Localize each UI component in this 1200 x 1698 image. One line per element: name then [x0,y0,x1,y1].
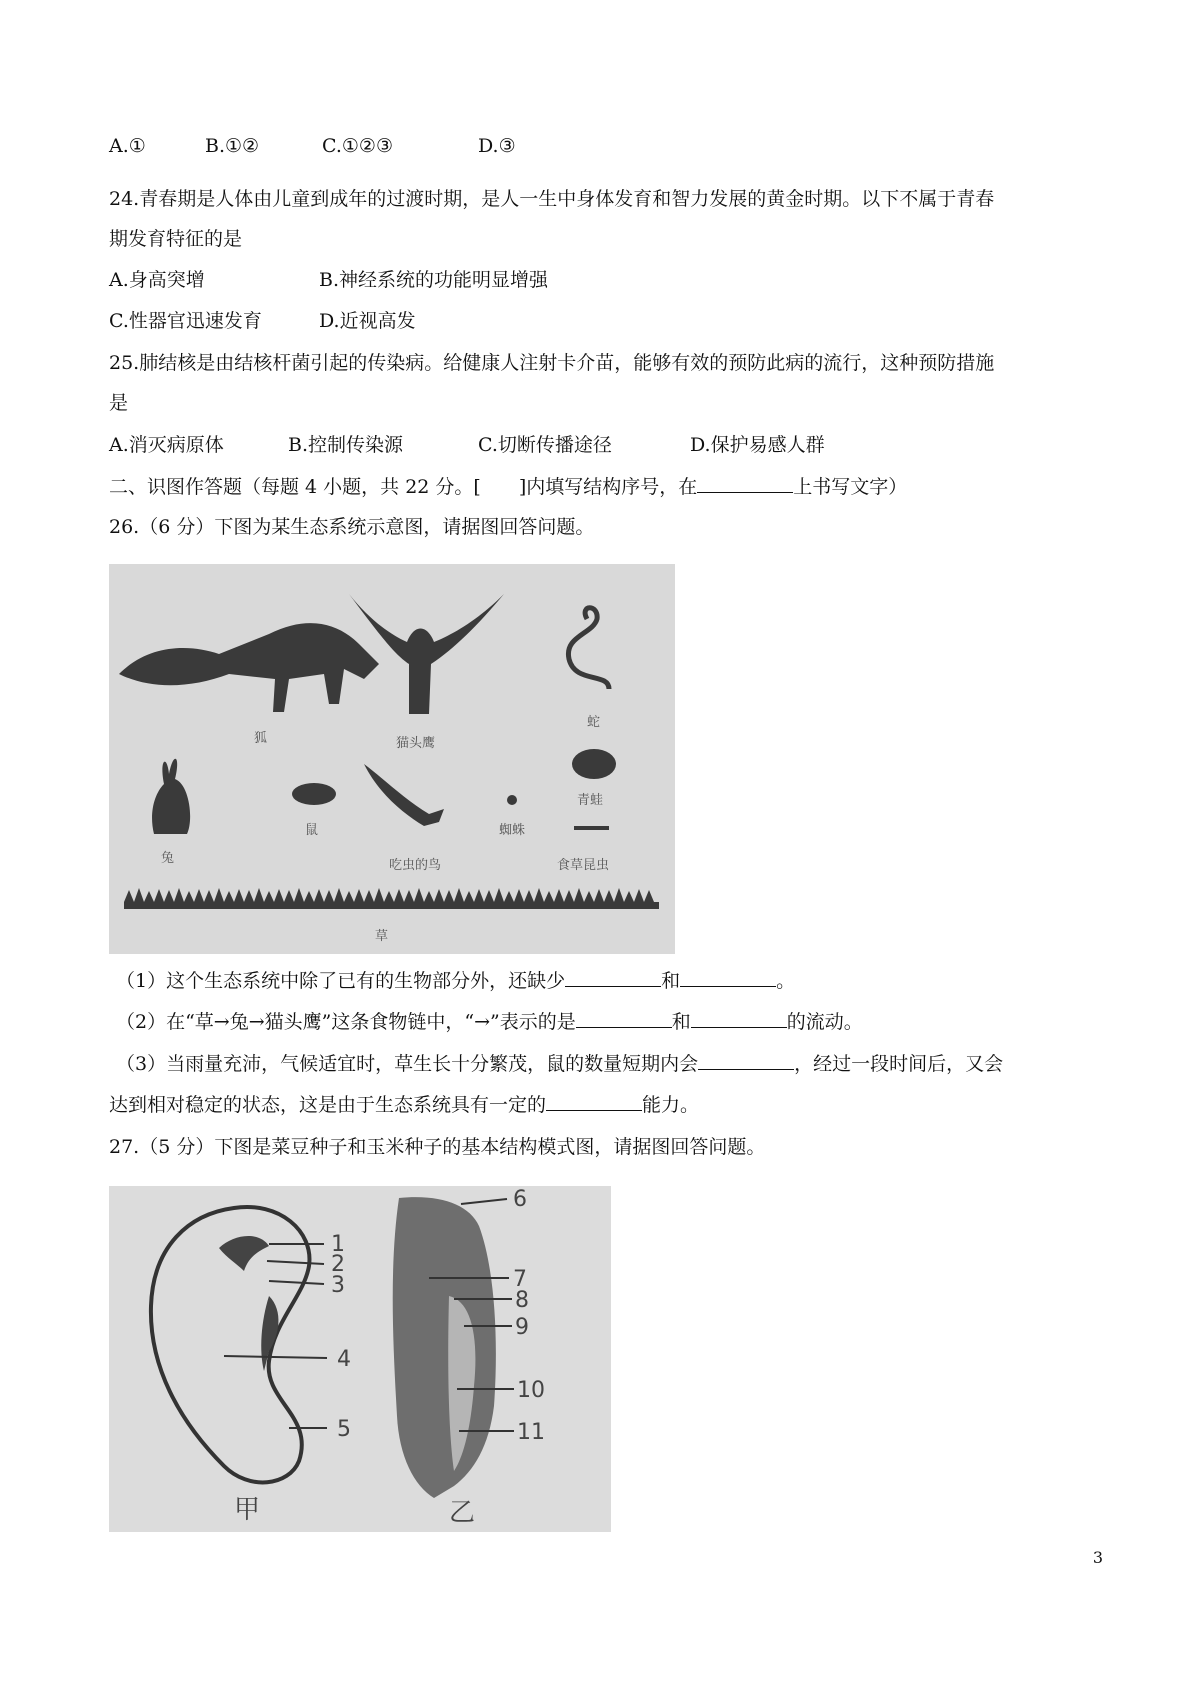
answer-blank [565,968,661,987]
frog-illustration [572,749,616,779]
q26-sub1: （1）这个生态系统中除了已有的生物部分外，还缺少 和 。 [116,970,796,992]
ecosystem-figure [109,564,675,954]
corn-seed-body [393,1197,496,1498]
page-number: 3 [1092,1548,1103,1567]
fig-label-frog: 青蛙 [577,793,604,808]
answer-blank [680,968,776,987]
option-a: A.① [109,135,146,157]
q25-option-b: B.控制传染源 [288,434,404,456]
fig-label-jia: 甲 [234,1495,261,1525]
q26-sub2: （2）在“草→兔→猫头鹰”这条食物链中，“→”表示的是 和 的流动。 [116,1011,863,1033]
fig-label-7: 7 [513,1267,527,1292]
q24-stem-line1: 24.青春期是人体由儿童到成年的过渡时期，是人一生中身体发育和智力发展的黄金时期。以下不属于青春 [109,188,995,210]
q24-option-b: B.神经系统的功能明显增强 [319,269,549,291]
fig-label-owl: 猫头鹰 [396,736,436,751]
answer-blank [546,1092,642,1111]
fig-label-mouse: 鼠 [305,823,319,838]
q25-option-a: A.消灭病原体 [109,434,224,456]
q25-option-c: C.切断传播途径 [478,434,612,456]
fig-label-spider: 蜘蛛 [499,823,526,838]
fig-label-9: 9 [515,1315,529,1340]
q24-option-c: C.性器官迅速发育 [109,310,262,332]
answer-blank [576,1009,672,1028]
insect-illustration [574,826,609,830]
q26-stem: 26.（6 分）下图为某生态系统示意图，请据图回答问题。 [109,516,595,538]
q26-sub3-line2: 达到相对稳定的状态，这是由于生态系统具有一定的 能力。 [109,1094,700,1116]
answer-blank [698,1051,794,1070]
fig-label-grass: 草 [375,929,389,944]
q27-stem: 27.（5 分）下图是菜豆种子和玉米种子的基本结构模式图，请据图回答问题。 [109,1136,766,1158]
q25-option-d: D.保护易感人群 [690,434,825,456]
mouse-illustration [292,783,336,805]
seed-figure [109,1186,611,1532]
q26-sub3: （3）当雨量充沛，气候适宜时，草生长十分繁茂，鼠的数量短期内会 ，经过一段时间后，又会 [116,1053,1004,1075]
fig-label-yi: 乙 [449,1498,476,1528]
fig-label-insect: 食草昆虫 [557,858,610,873]
q25-stem-line1: 25.肺结核是由结核杆菌引起的传染病。给健康人注射卡介苗，能够有效的预防此病的流行，这种预防措施 [109,352,995,374]
fig-label-4: 4 [337,1347,351,1372]
fig-label-10: 10 [517,1378,545,1403]
spider-illustration [507,795,517,805]
q24-option-d: D.近视高发 [319,310,416,332]
fig-label-1: 1 [331,1232,345,1257]
answer-blank [697,474,793,493]
fig-label-5: 5 [337,1417,351,1442]
fig-label-8: 8 [515,1288,529,1313]
option-b: B.①② [205,135,260,157]
fig-label-3: 3 [331,1273,345,1298]
answer-blank [691,1009,787,1028]
fig-label-rabbit: 兔 [161,851,175,866]
q24-option-a: A.身高突增 [109,269,205,291]
fig-label-2: 2 [331,1252,345,1277]
fig-label-bird: 吃虫的鸟 [389,858,442,873]
fig-label-6: 6 [513,1187,527,1212]
fig-label-11: 11 [517,1420,545,1445]
fig-label-snake: 蛇 [587,715,601,730]
q25-stem-line2: 是 [109,392,129,414]
option-d: D.③ [478,135,516,157]
option-c: C.①②③ [322,135,393,157]
section2-header: 二、识图作答题（每题 4 小题，共 22 分。[ ]内填写结构序号，在 上书写文字） [109,476,908,498]
fig-label-fox: 狐 [254,731,268,746]
q24-stem-line2: 期发育特征的是 [109,228,243,250]
